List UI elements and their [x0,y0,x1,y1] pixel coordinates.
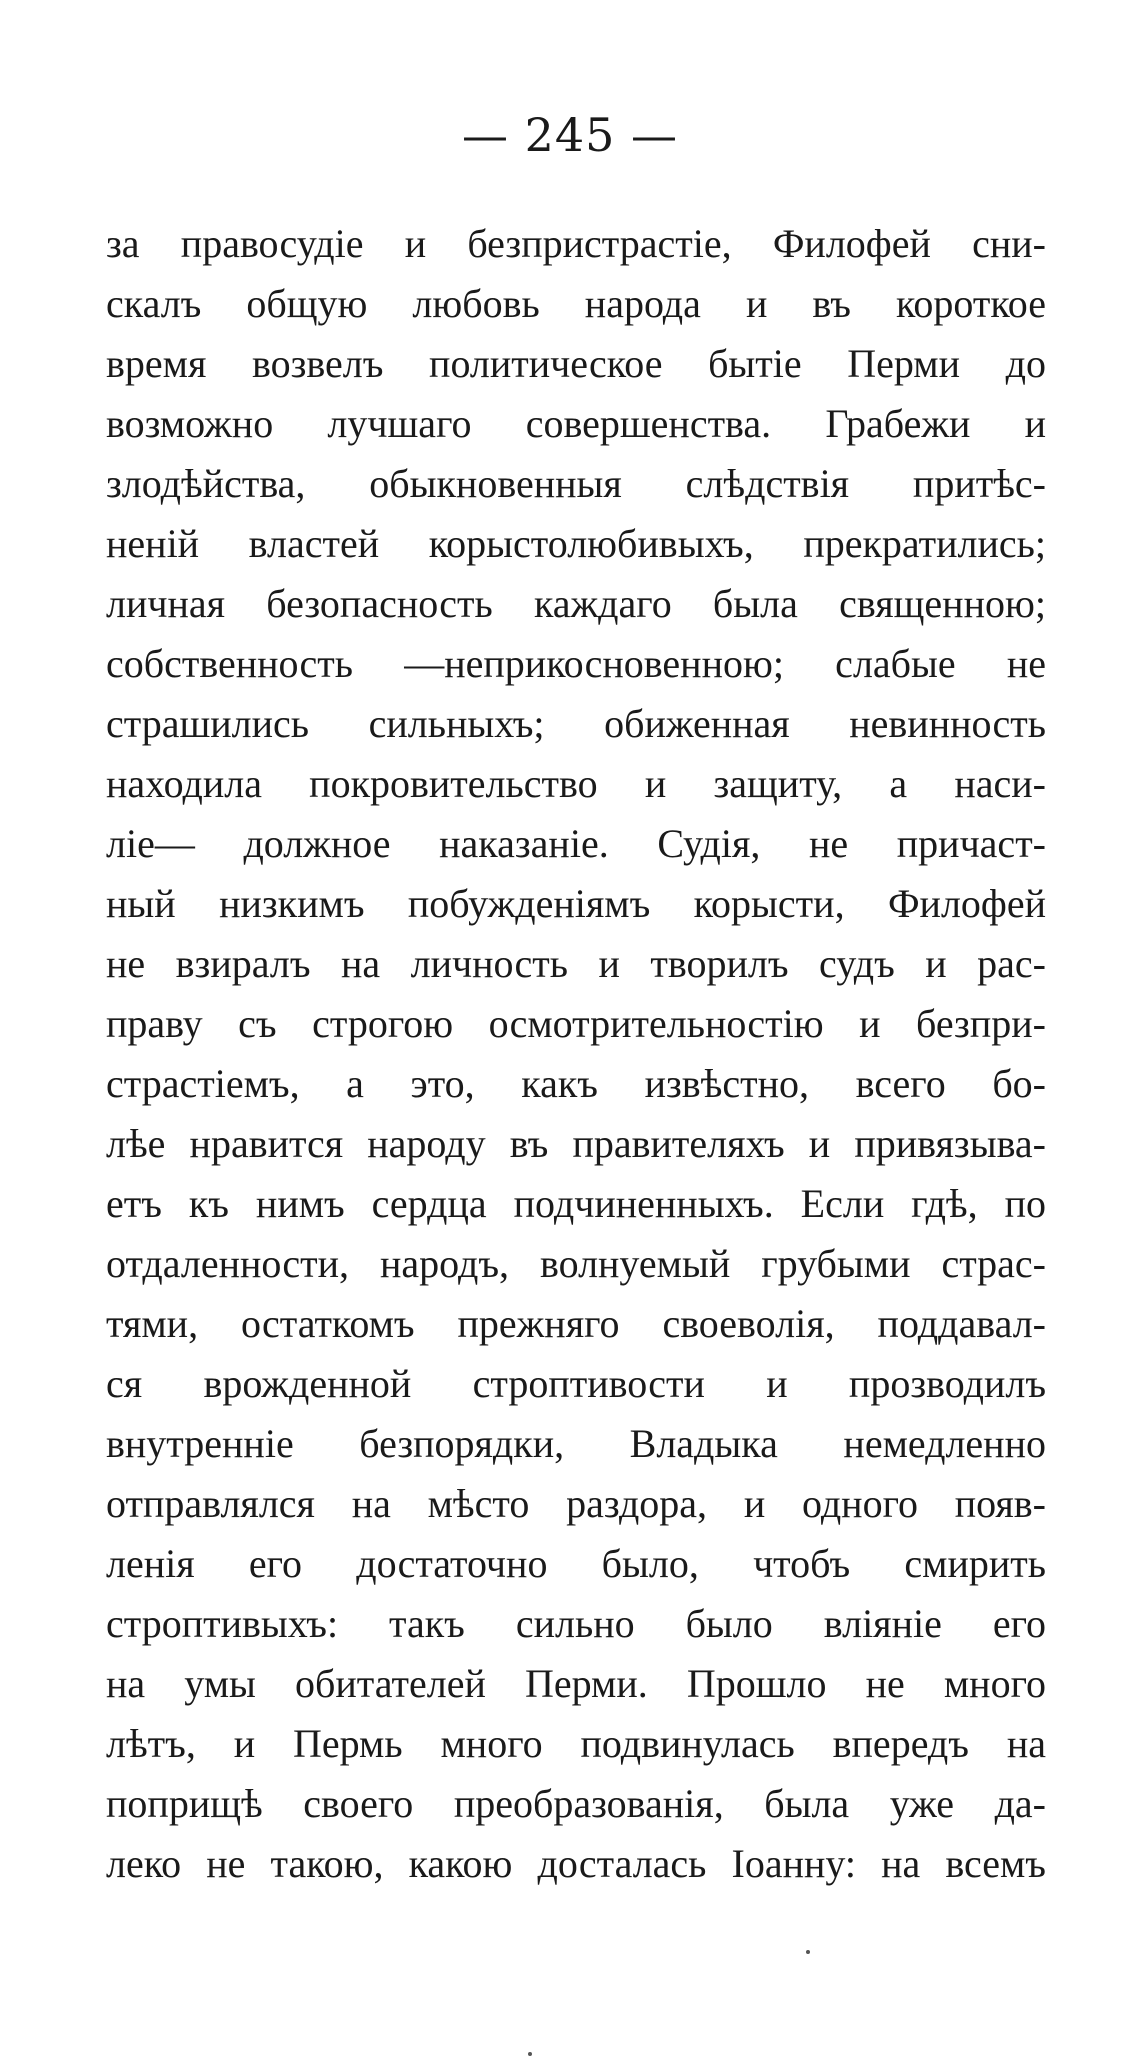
text-line: собственность —неприкосновенною; слабые не [106,641,1046,686]
text-line: находила покровительство и защиту, а наси- [106,761,1046,806]
text-line: лѣе нравится народу въ правителяхъ и привязыва- [106,1121,1046,1166]
text-line: внутренніе безпорядки, Владыка немедленно [106,1421,1046,1466]
text-line: отдаленности, народъ, волнуемый грубыми страс- [106,1241,1046,1286]
text-line: етъ къ нимъ сердца подчиненныхъ. Если гдѣ, по [106,1181,1046,1226]
text-line: не взиралъ на личность и творилъ судъ и рас- [106,941,1046,986]
text-line: ленія его достаточно было, чтобъ смирить [106,1541,1046,1586]
text-line: страстіемъ, а это, какъ извѣстно, всего бо- [106,1061,1046,1106]
text-line: поприщѣ своего преобразованія, была уже да- [106,1781,1046,1826]
text-line: злодѣйства, обыкновенныя слѣдствія притѣс- [106,461,1046,506]
text-line: тями, остаткомъ прежняго своеволія, поддавал- [106,1301,1046,1346]
text-line: леко не такою, какою досталась Іоанну: на всемъ [106,1841,1046,1886]
text-line: возможно лучшаго совершенства. Грабежи и [106,401,1046,446]
text-line: на умы обитателей Перми. Прошло не много [106,1661,1046,1706]
text-line: лѣтъ, и Пермь много подвинулась впередъ на [106,1721,1046,1766]
print-speck [528,2052,532,2056]
text-line: отправлялся на мѣсто раздора, и одного появ- [106,1481,1046,1526]
text-line: ный низкимъ побужденіямъ корысти, Филофей [106,881,1046,926]
text-line: ліе— должное наказаніе. Судія, не причаст- [106,821,1046,866]
text-line: неній властей корыстолюбивыхъ, прекратились; [106,521,1046,566]
print-speck [806,1950,810,1954]
text-line: за правосудіе и безпристрастіе, Филофей сни- [106,221,1046,266]
text-line: время возвелъ политическое бытіе Перми до [106,341,1046,386]
text-line: праву съ строгою осмотрительностію и безпри- [106,1001,1046,1046]
page-number: — 245 — [461,108,679,162]
text-line: личная безопасность каждаго была священною; [106,581,1046,626]
text-line: страшились сильныхъ; обиженная невинность [106,701,1046,746]
body-text [106,214,1046,1894]
text-line: скалъ общую любовь народа и въ короткое [106,281,1046,326]
text-line: строптивыхъ: такъ сильно было вліяніе его [106,1601,1046,1646]
text-line: ся врожденной строптивости и прозводилъ [106,1361,1046,1406]
